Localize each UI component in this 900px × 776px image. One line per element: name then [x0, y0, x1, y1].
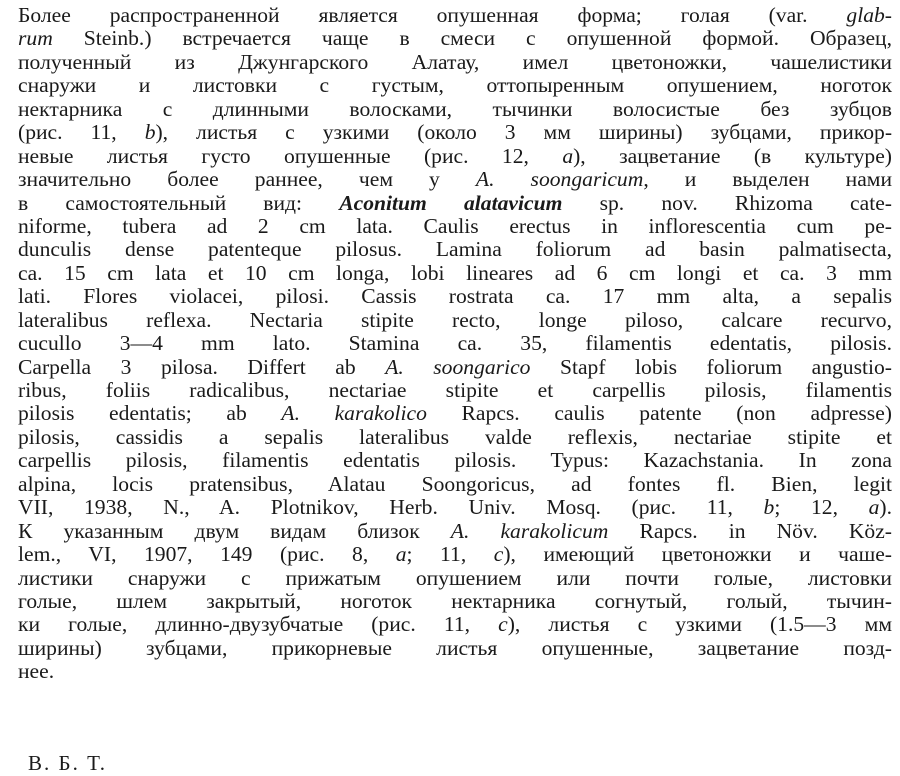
- text-segment: ; 11,: [406, 542, 494, 567]
- text-segment: Более распространенной является опушенная форма; голая (var.: [18, 3, 847, 27]
- emphasized-text: rum: [18, 26, 53, 51]
- text-segment: листики снаружи с прижатым опушением или почти голые, листовки: [18, 565, 892, 590]
- emphasized-text: A. soongarico: [385, 354, 531, 379]
- text-segment: Stapf lobis foliorum angustio-: [530, 354, 892, 379]
- text-segment: снаружи и листовки с густым, оттопыренным опушением, ноготок: [18, 73, 892, 98]
- text-segment: полученный из Джунгарского Алатау, имел цветоножки, чашелистики: [18, 49, 892, 74]
- emphasized-text: a: [562, 143, 574, 168]
- text-segment: ).: [879, 495, 892, 520]
- text-segment: pilosis, cassidis a sepalis lateralibus valde reflexis, nectariae stipite et: [18, 424, 892, 449]
- text-segment: ширины) зубцами, прикорневые листья опушенные, зацветание позд-: [18, 635, 892, 660]
- text-segment: Carpella 3 pilosa. Differt ab: [18, 354, 386, 379]
- text-segment: ; 12,: [774, 495, 869, 520]
- text-segment: lati. Flores violacei, pilosi. Cassis rostrata ca. 17 mm alta, a sepalis: [18, 284, 892, 309]
- text-line: [18, 262, 892, 285]
- text-line: [18, 402, 892, 425]
- text-line: [18, 121, 892, 144]
- text-segment: dunculis dense patenteque pilosus. Lamina foliorum ad basin palmatisecta,: [18, 237, 892, 262]
- text-segment: ), зацветание (в культуре): [573, 143, 892, 168]
- text-line: [18, 192, 892, 215]
- text-segment: голые, шлем закрытый, ноготок нектарника согнутый, голый, тычин-: [18, 588, 892, 613]
- text-segment: lateralibus reflexa. Nectaria stipite recto, longe piloso, calcare recurvo,: [18, 307, 892, 332]
- text-line: [18, 168, 892, 191]
- text-line: [18, 496, 892, 519]
- text-segment: pilosis edentatis; ab: [18, 401, 282, 426]
- text-segment: Rapcs. in Növ. Köz-: [608, 518, 892, 543]
- text-line: [18, 356, 892, 379]
- text-segment: carpellis pilosis, filamentis edentatis pilosis. Typus: Kazachstania. In zona: [18, 448, 892, 473]
- text-segment: К указанным двум видам близок: [18, 518, 451, 543]
- text-segment: (рис. 11,: [18, 120, 145, 145]
- text-line: [18, 637, 892, 660]
- text-segment: sp. nov. Rhizoma cate-: [562, 190, 892, 215]
- emphasized-text: A. karakolico: [281, 401, 427, 426]
- text-line: [18, 379, 892, 402]
- emphasized-text: b: [763, 495, 775, 520]
- text-line: [18, 98, 892, 121]
- text-line: [18, 215, 892, 238]
- text-line: [18, 613, 892, 636]
- text-segment: ), листья с узкими (1.5—3 мм: [507, 612, 892, 637]
- emphasized-text: Aconitum alatavicum: [339, 190, 563, 215]
- text-segment: alpina, locis pratensibus, Alatau Soongoricus, ad fontes fl. Bien, legit: [18, 471, 892, 496]
- text-line: [18, 567, 892, 590]
- text-line: [18, 145, 892, 168]
- text-line: [18, 285, 892, 308]
- text-segment: cucullo 3—4 mm lato. Stamina ca. 35, filamentis edentatis, pilosis.: [18, 331, 892, 356]
- text-segment: Rapcs. caulis patente (non adpresse): [426, 401, 892, 426]
- text-segment: нектарника с длинными волосками, тычинки волосистые без зубцов: [18, 96, 892, 121]
- emphasized-text: a: [868, 495, 880, 520]
- emphasized-text: glab-: [846, 3, 892, 27]
- text-segment: Steinb.) встречается чаще в смеси с опушенной формой. Образец,: [52, 26, 892, 51]
- text-segment: в самостоятельный вид:: [18, 190, 340, 215]
- text-segment: ), листья с узкими (около 3 мм ширины) зубцами, прикор-: [155, 120, 893, 145]
- cut-off-next-line: [28, 751, 148, 775]
- text-segment: VII, 1938, N., A. Plotnikov, Herb. Univ. Mosq. (рис. 11,: [18, 495, 764, 520]
- text-segment: ribus, foliis radicalibus, nectariae stipite et carpellis pilosis, filamentis: [18, 378, 892, 402]
- text-line: [18, 543, 892, 566]
- cut-off-line-text: В. Б. Т.: [28, 751, 108, 775]
- text-segment: невые листья густо опушенные (рис. 12,: [18, 143, 563, 168]
- text-line: [18, 449, 892, 472]
- text-line: [18, 473, 892, 496]
- emphasized-text: c: [493, 542, 504, 567]
- emphasized-text: A. karakolicum: [450, 518, 609, 543]
- text-line: [18, 332, 892, 355]
- text-segment: lem., VI, 1907, 149 (рис. 8,: [18, 542, 396, 567]
- text-line: [18, 520, 892, 543]
- text-line: [18, 238, 892, 261]
- text-segment: ки голые, длинно-двузубчатые (рис. 11,: [18, 612, 499, 637]
- text-segment: значительно более раннее, чем у: [18, 167, 476, 192]
- emphasized-text: A. soongaricum: [475, 167, 644, 192]
- emphasized-text: a: [395, 542, 407, 567]
- text-line: [18, 27, 892, 50]
- text-segment: ca. 15 cm lata et 10 cm longa, lobi lineares ad 6 cm longi et ca. 3 mm: [18, 260, 892, 285]
- text-segment: нее.: [18, 659, 55, 684]
- text-line: [18, 309, 892, 332]
- text-line: [18, 51, 892, 74]
- text-line: [18, 74, 892, 97]
- text-segment: niforme, tubera ad 2 cm lata. Caulis erectus in inflorescentia cum pe-: [18, 213, 892, 238]
- text-line: [18, 660, 892, 683]
- text-segment: ), имеющий цветоножки и чаше-: [503, 542, 892, 567]
- emphasized-text: c: [498, 612, 508, 637]
- text-line: [18, 426, 892, 449]
- text-segment: , и выделен нами: [643, 167, 892, 192]
- text-line: [18, 590, 892, 613]
- document-text-block: [18, 4, 892, 684]
- text-line: [18, 4, 892, 27]
- emphasized-text: b: [144, 120, 156, 145]
